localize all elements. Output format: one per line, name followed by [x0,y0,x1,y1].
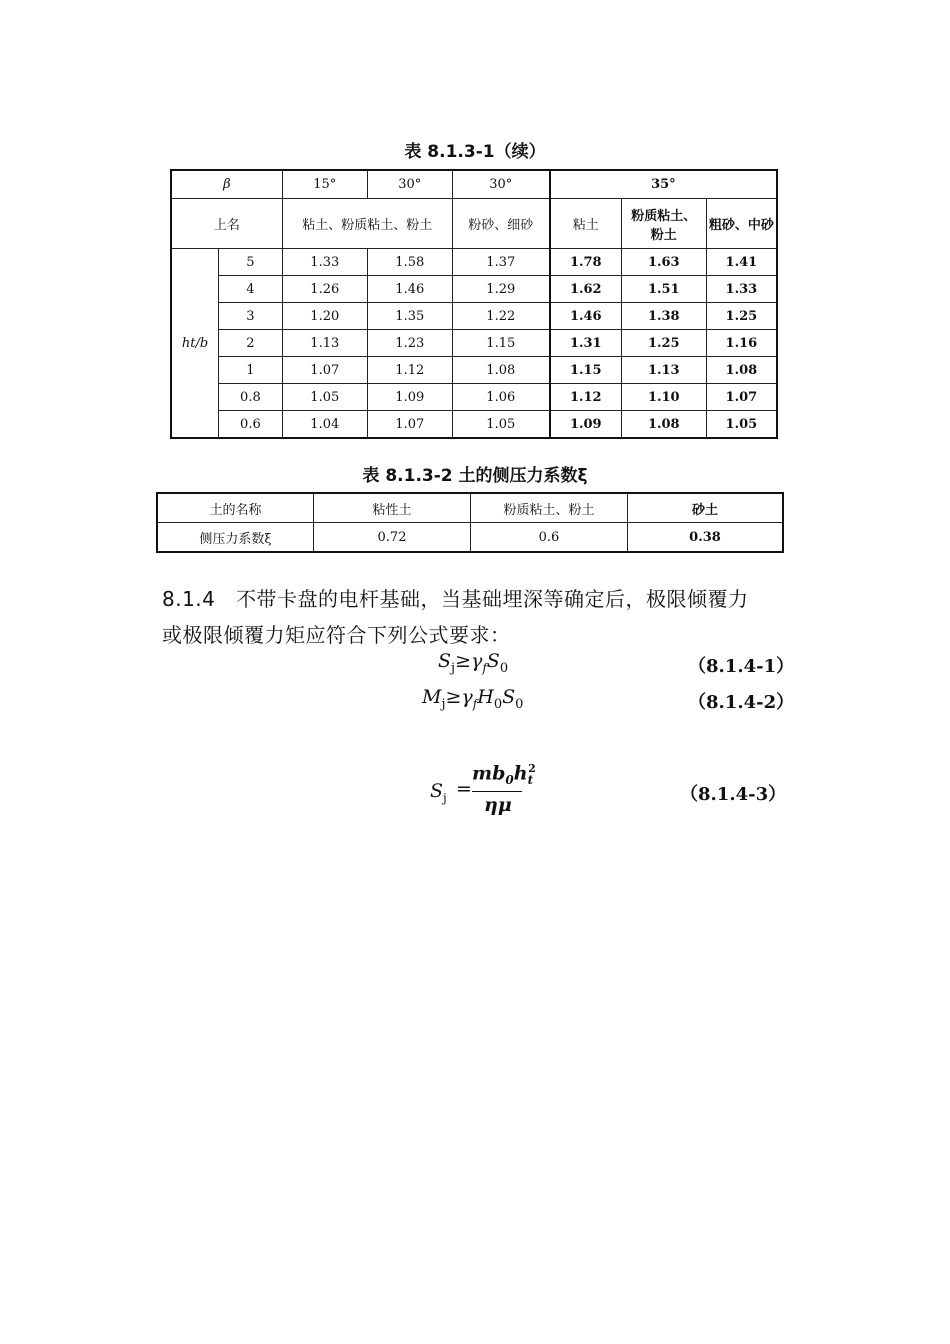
value-cell: 1.37 [452,249,550,276]
value-cell: 1.08 [621,411,706,439]
table-8-1-3-1 [170,169,778,439]
value-cell: 1.05 [452,411,550,439]
equation-1-label: （8.1.4-1） [688,656,795,677]
value-cell: 1.09 [367,384,452,411]
value-cell: 1.07 [367,411,452,439]
ratio-cell: 3 [219,303,283,330]
ratio-cell: 4 [219,276,283,303]
soil-name: 粉质粘土、 粉土 [621,199,706,249]
soil-name: 粗砂、中砂 [706,199,777,249]
section-line-2: 或极限倾覆力矩应符合下列公式要求： [162,623,511,647]
value-cell: 1.05 [282,384,367,411]
equation-1: $S_j\ge\gamma_fS_0$ [438,650,509,676]
value-cell: 1.29 [452,276,550,303]
value-cell: 1.15 [550,357,622,384]
t2-cell: 0.72 [314,523,471,553]
t2-header: 粉质粘土、粉土 [471,493,628,523]
value-cell: 1.12 [367,357,452,384]
equation-3-label: （8.1.4-3） [680,784,787,805]
value-cell: 1.25 [706,303,777,330]
table-row [171,276,777,303]
beta-header: β [171,170,282,199]
value-cell: 1.09 [550,411,622,439]
table-row [171,330,777,357]
value-cell: 1.06 [452,384,550,411]
soil-name: 粘土 [550,199,622,249]
soil-name: 粉砂、细砂 [452,199,550,249]
value-cell: 1.25 [621,330,706,357]
t2-header: 粘性土 [314,493,471,523]
value-cell: 1.38 [621,303,706,330]
ratio-cell: 2 [219,330,283,357]
value-cell: 1.13 [621,357,706,384]
value-cell: 1.13 [282,330,367,357]
table1-caption: 表 8.1.3-1（续） [404,142,546,162]
equation-2-label: （8.1.4-2） [688,692,795,713]
value-cell: 1.04 [282,411,367,439]
value-cell: 1.51 [621,276,706,303]
angle-header: 15° [282,170,367,199]
table-row [171,303,777,330]
table-row [171,249,777,276]
table-row [171,411,777,439]
value-cell: 1.22 [452,303,550,330]
angle-header: 30° [452,170,550,199]
t2-header: 土的名称 [157,493,314,523]
ratio-cell: 5 [219,249,283,276]
value-cell: 1.08 [452,357,550,384]
t2-cell: 侧压力系数ξ [157,523,314,553]
table-row [171,357,777,384]
value-cell: 1.08 [706,357,777,384]
t2-header: 砂土 [628,493,784,523]
value-cell: 1.07 [706,384,777,411]
value-cell: 1.05 [706,411,777,439]
t2-cell: 0.6 [471,523,628,553]
value-cell: 1.33 [706,276,777,303]
ratio-cell: 1 [219,357,283,384]
table-row [171,384,777,411]
value-cell: 1.63 [621,249,706,276]
value-cell: 1.12 [550,384,622,411]
table2-caption: 表 8.1.3-2 土的侧压力系数ξ [362,466,588,486]
value-cell: 1.58 [367,249,452,276]
section-text: 不带卡盘的电杆基础，当基础埋深等确定后，极限倾覆力 [235,587,749,611]
ratio-cell: 0.6 [219,411,283,439]
value-cell: 1.33 [282,249,367,276]
t2-cell: 0.38 [628,523,784,553]
angle-header: 35° [550,170,777,199]
soil-name: 粘土、粉质粘土、粉土 [282,199,452,249]
value-cell: 1.15 [452,330,550,357]
table-8-1-3-2 [156,492,784,553]
value-cell: 1.10 [621,384,706,411]
ratio-cell: 0.8 [219,384,283,411]
value-cell: 1.26 [282,276,367,303]
value-cell: 1.78 [550,249,622,276]
value-cell: 1.23 [367,330,452,357]
value-cell: 1.46 [367,276,452,303]
equation-2: $M_j\ge\gamma_fH_0S_0$ [422,686,524,712]
value-cell: 1.62 [550,276,622,303]
value-cell: 1.41 [706,249,777,276]
value-cell: 1.35 [367,303,452,330]
value-cell: 1.07 [282,357,367,384]
value-cell: 1.31 [550,330,622,357]
row-group-label: ht/b [171,249,219,439]
section-line-1 [162,583,748,612]
soil-label: 上名 [171,199,282,249]
angle-header: 30° [367,170,452,199]
section-number: 8.1.4 [162,587,216,611]
value-cell: 1.20 [282,303,367,330]
value-cell: 1.46 [550,303,622,330]
value-cell: 1.16 [706,330,777,357]
